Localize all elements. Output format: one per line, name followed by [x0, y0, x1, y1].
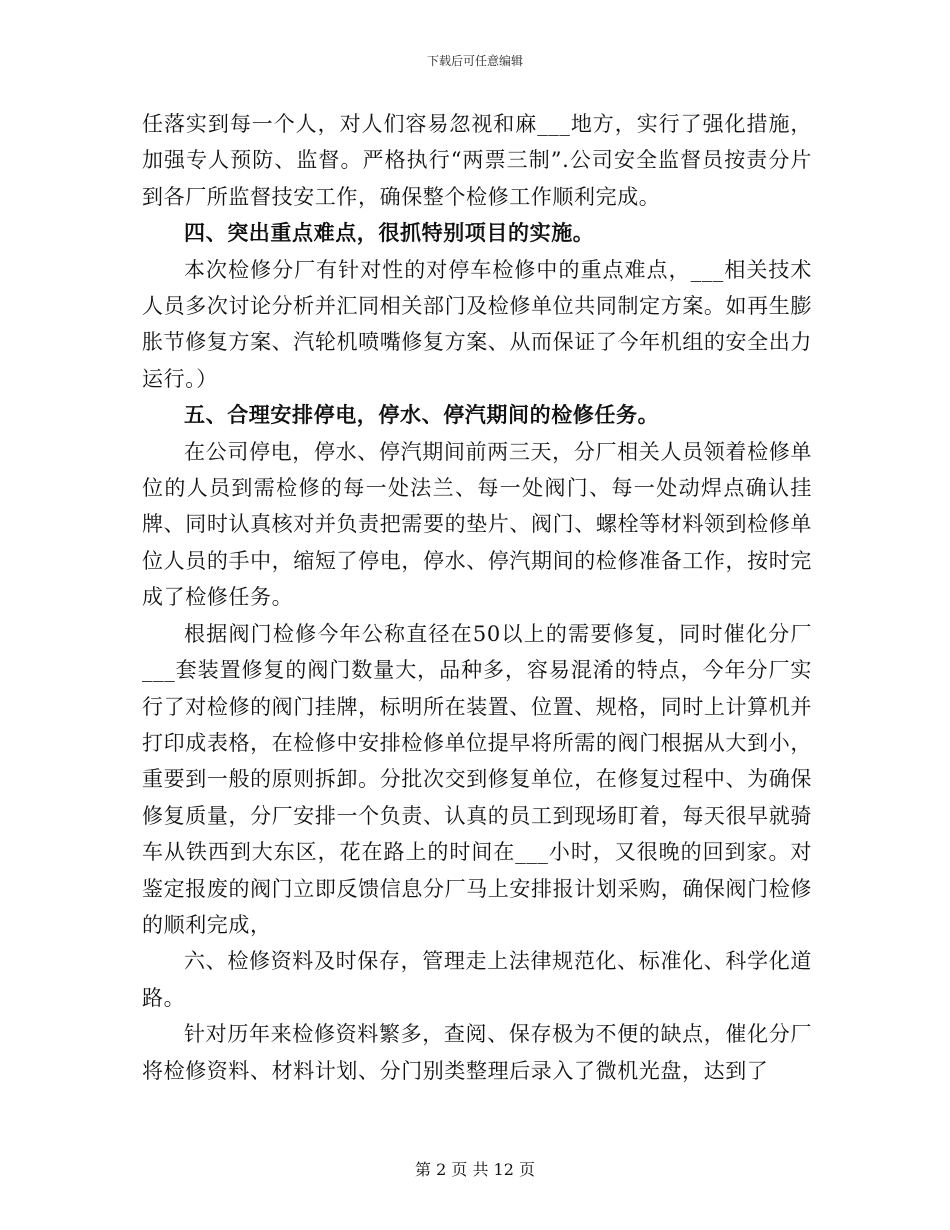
- page-number: 第 2 页 共 12 页: [415, 1160, 535, 1179]
- section-heading-6: 六、检修资料及时保存，管理走上法律规范化、标准化、科学化道路。: [142, 949, 812, 1010]
- paragraph-key-difficulties: 本次检修分厂有针对性的对停车检修中的重点难点，___相关技术人员多次讨论分析并汇同相关部门及检修单位共同制定方案。如再生膨胀节修复方案、汽轮机喷嘴修复方案、从而保证了今年机组的安全出力运行。）: [142, 257, 812, 391]
- paragraph-continuation: 任落实到每一个人，对人们容易忽视和麻___地方，实行了强化措施，加强专人预防、监督。严格执行“两票三制”.公司安全监督员按责分片到各厂所监督技安工作，确保整个检修工作顺利完成。: [142, 112, 812, 209]
- section-heading-4: 四、突出重点难点，很抓特别项目的实施。: [184, 220, 595, 246]
- paragraph-records: 针对历年来检修资料繁多，查阅、保存极为不便的缺点，催化分厂将检修资料、材料计划、分门别类整理后录入了微机光盘，达到了: [142, 1022, 812, 1083]
- document-body: [142, 106, 812, 1089]
- section-heading-5: 五、合理安排停电，停水、停汽期间的检修任务。: [184, 402, 660, 428]
- page-header: 下载后可任意编辑: [426, 54, 523, 68]
- paragraph-outage-prep: 在公司停电，停水、停汽期间前两三天，分厂相关人员领着检修单位的人员到需检修的每一处法兰、每一处阀门、每一处动焊点确认挂牌、同时认真核对并负责把需要的垫片、阀门、螺栓等材料领到检修单位人员的手中，缩短了停电，停水、停汽期间的检修准备工作，按时完成了检修任务。: [142, 439, 812, 610]
- paragraph-valve-repair: 根据阀门检修今年公称直径在50以上的需要修复，同时催化分厂___套装置修复的阀门数量大，品种多，容易混淆的特点，今年分厂实行了对检修的阀门挂牌，标明所在装置、位置、规格，同时上计算机并打印成表格，在检修中安排检修单位提早将所需的阀门根据从大到小，重要到一般的原则拆卸。分批次交到修复单位，在修复过程中、为确保修复质量，分厂安排一个负责、认真的员工到现场盯着，每天很早就骑车从铁西到大东区，花在路上的时间在___小时，又很晚的回到家。对鉴定报废的阀门立即反馈信息分厂马上安排报计划采购，确保阀门检修的顺利完成，: [142, 621, 812, 937]
